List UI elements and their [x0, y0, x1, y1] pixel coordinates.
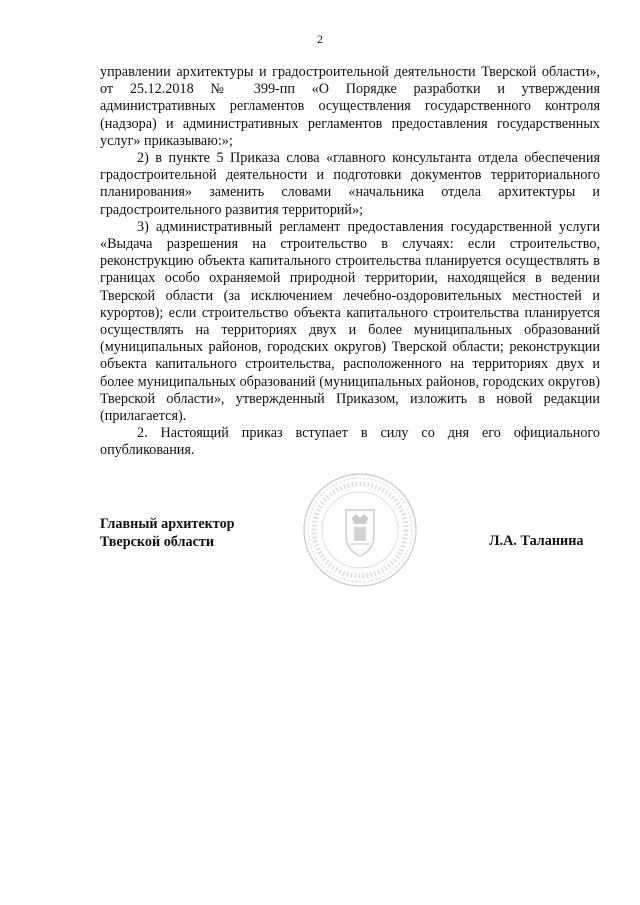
- signatory-title-line-2: Тверской области: [100, 533, 215, 550]
- paragraph-effective-date: 2. Настоящий приказ вступает в силу со дня его официального опубликования.: [100, 425, 600, 459]
- paragraph-item-2: 2) в пункте 5 Приказа слова «главного консультанта отдела обеспечения градостроительной деятельности и подготовки документов территориального планирования» заменить словами «начальника отдела архитектуры и градостроительного развития территорий»;: [100, 150, 600, 218]
- signatory-title-line-1: Главный архитектор: [100, 516, 235, 532]
- paragraph-continuation: управлении архитектуры и градостроительной деятельности Тверской области», от 25.12.2018 № 399-пп «О Порядке разработки и утверждения административных регламентов осуществления государственного контроля (надзора) и административных регламентов предоставления государственных услуг» приказываю:»;: [100, 64, 600, 149]
- document-body: [100, 64, 600, 460]
- official-seal-icon: [302, 472, 418, 588]
- paragraph-item-3: 3) административный регламент предоставления государственной услуги «Выдача разрешения на строительство в случаях: если строительство, реконструкцию объекта капитального строительства планируется осуществлять в границах особо охраняемой природной территории, находящейся в ведении Тверской области (за исключением лечебно-оздоровительных местностей и курортов); если строительство объекта капитального строительства планируется осуществлять на территориях двух и более муниципальных образований (муниципальных районов, городских округов) Тверской области; реконструкции объекта капитального строительства, расположенного на территориях двух и более муниципальных образований (муниципальных районов, городских округов) Тверской области», утвержденный Приказом, изложить в новой редакции (прилагается).: [100, 218, 600, 425]
- page-number: 2: [317, 32, 323, 46]
- signatory-title: [100, 516, 235, 551]
- signatory-name: Л.А. Таланина: [489, 533, 584, 549]
